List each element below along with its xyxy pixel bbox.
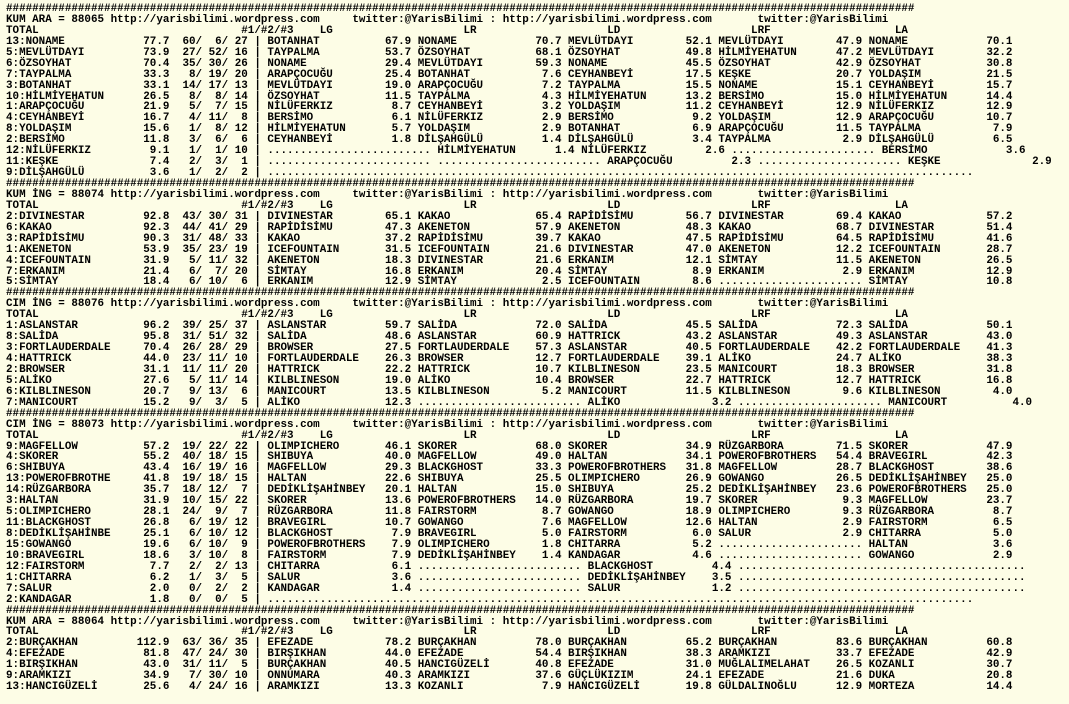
text-line: 8:YOLDAŞIM 15.6 1/ 8/ 12 | HİLMİYEHATUN 5.7 YOLDAŞIM 2.9 BOTANHAT 6.9 ARAPÇOCUĞU 11.5 TAYPALMA 7.9	[6, 123, 1013, 136]
text-line: ###########################################################################################################################################	[6, 407, 915, 420]
text-line: TOTAL #1/#2/#3 LG LR LD LRF LA	[6, 626, 908, 639]
text-line: TOTAL #1/#2/#3 LG LR LD LRF LA	[6, 24, 908, 37]
text-line: 12:FAIRSTORM 7.7 2/ 2/ 13 | CHITARRA 6.1 ......................... BLACKGHOST 4.4 ............................................	[6, 560, 1026, 573]
text-line: 9:MAGFELLOW 57.2 19/ 22/ 22 | OLIMPICHERO 46.1 SKORER 68.0 SKORER 34.9 RÜZGARBORA 71.5 SKORER 47.9	[6, 440, 1013, 453]
text-line: 2:BERSİMO 11.8 3/ 6/ 6 | CEYHANBEYİ 1.8 DİLŞAHGÜLÜ 1.4 DİLŞAHGÜLÜ 3.4 TAYPALMA 2.9 DİLŞAHGÜLÜ 6.5	[6, 134, 1013, 147]
text-line: KUM ARA = 88064 http://yarisbilimi.wordpress.com twitter:@YarisBilimi : http://yarisbilimi.wordpress.com twitter:@YarisBilimi	[6, 615, 889, 628]
text-line: 4:ICEFOUNTAIN 31.9 5/ 11/ 32 | AKENETON 18.3 DIVINESTAR 21.6 ERKANIM 12.1 SİMTAY 11.5 AKENETON 26.5	[6, 254, 1013, 267]
text-line: 9:ARAMKIZI 34.9 7/ 30/ 10 | ONNUMARA 40.3 ARAMKIZI 37.6 GÜÇLÜKIZIM 24.1 EFEZADE 21.6 DUKA 20.8	[6, 670, 1013, 683]
text-line: 6:ÖZSOYHAT 70.4 35/ 30/ 26 | NONAME 29.4 MEVLÜTDAYI 59.3 NONAME 45.5 ÖZSOYHAT 42.9 ÖZSOYHAT 30.8	[6, 57, 1013, 70]
text-line: 12:NİLÜFERKIZ 9.1 1/ 1/ 10 | ......................... HİLMİYEHATUN 1.4 NİLÜFERKIZ 2.6 ...................... BERSİMO 3.6	[6, 145, 1026, 158]
text-line: 1:BIRŞIKHAN 43.0 31/ 11/ 5 | BURÇAKHAN 40.5 HANCIGÜZELİ 40.8 EFEZADE 31.0 MUĞLALIMELAHAT 26.5 KOZANLI 30.7	[6, 659, 1013, 672]
text-line: 6:KILBLINESON 20.7 9/ 13/ 6 | MANICOURT 13.5 KILBLINESON 5.2 MANICOURT 11.5 KILBLINESON 9.6 KILBLINESON 4.0	[6, 385, 1013, 398]
text-line: ###########################################################################################################################################	[6, 287, 915, 300]
text-line: 7:MANICOURT 15.2 9/ 3/ 5 | ALİKO 12.3 ......................... ALİKO 3.2 ...................... MANICOURT 4.0	[6, 396, 1033, 409]
text-line: 6:KAKAO 92.3 44/ 41/ 29 | RAPİDİSİMU 47.3 AKENETON 57.9 AKENETON 48.3 KAKAO 68.7 DIVINESTAR 51.4	[6, 221, 1013, 234]
text-line: KUM İNG = 88074 http://yarisbilimi.wordpress.com twitter:@YarisBilimi : http://yarisbilimi.wordpress.com twitter:@YarisBilimi	[6, 188, 889, 201]
text-line: 1:ASLANSTAR 96.2 39/ 25/ 37 | ASLANSTAR 59.7 SALİDA 72.0 SALİDA 45.5 SALİDA 72.3 SALİDA 50.1	[6, 320, 1013, 333]
text-line: 7:SALUR 2.0 0/ 2/ 2 | KANDAGAR 1.4 ......................... SALUR 1.2 ............................................	[6, 582, 1026, 595]
text-line: 4:SKORER 55.2 40/ 18/ 15 | SHIBUYA 40.0 MAGFELLOW 49.0 HALTAN 34.1 POWEROFBROTHERS 54.4 BRAVEGIRL 42.3	[6, 451, 1013, 464]
text-line: 1:AKENETON 53.9 35/ 23/ 19 | ICEFOUNTAIN 31.5 ICEFOUNTAIN 21.6 DIVINESTAR 47.0 AKENETON 12.2 ICEFOUNTAIN 28.7	[6, 243, 1013, 256]
text-line: 13:NONAME 77.7 60/ 6/ 27 | BOTANHAT 67.9 NONAME 70.7 MEVLÜTDAYI 52.1 MEVLÜTDAYI 47.9 NONAME 70.1	[6, 35, 1013, 48]
text-line: 2:KANDAGAR 1.8 0/ 0/ 5 | ............................................................................................................	[6, 593, 974, 606]
text-line: 1:CHITARRA 6.2 1/ 3/ 5 | SALUR 3.6 ......................... DEDİKLİŞAHİNBEY 3.5 ............................................	[6, 571, 1026, 584]
text-line: 13:HANCIGÜZELİ 25.6 4/ 24/ 16 | ARAMKIZI 13.3 KOZANLI 7.9 HANCIGÜZELİ 19.8 GÜLDALINOĞLU 12.9 MORTEZA 14.4	[6, 681, 1013, 694]
text-line: 8:SALİDA 95.8 31/ 51/ 32 | SALİDA 48.6 ASLANSTAR 60.9 HATTRICK 43.2 ASLANSTAR 49.3 ASLANSTAR 43.0	[6, 331, 1013, 344]
text-line: 3:RAPİDİSİMU 90.3 31/ 48/ 33 | KAKAO 37.2 RAPİDİSİMU 39.7 KAKAO 47.5 RAPİDİSİMU 64.5 RAPİDİSİMU 41.6	[6, 232, 1013, 245]
text-line: 7:TAYPALMA 33.3 8/ 19/ 20 | ARAPÇOCUĞU 25.4 BOTANHAT 7.6 CEYHANBEYİ 17.5 KEŞKE 20.7 YOLDAŞIM 21.5	[6, 68, 1013, 81]
text-line: 7:ERKANIM 21.4 6/ 7/ 20 | SİMTAY 16.8 ERKANIM 20.4 SİMTAY 8.9 ERKANIM 2.9 ERKANIM 12.9	[6, 265, 1013, 278]
text-line: 2:DIVINESTAR 92.8 43/ 30/ 31 | DIVINESTAR 65.1 KAKAO 65.4 RAPİDİSİMU 56.7 DIVINESTAR 69.4 KAKAO 57.2	[6, 210, 1013, 223]
text-line: ###########################################################################################################################################	[6, 178, 915, 190]
text-line: CIM İNG = 88073 http://yarisbilimi.wordpress.com twitter:@YarisBilimi : http://yarisbilimi.wordpress.com twitter:@YarisBilimi	[6, 418, 889, 431]
text-line: CIM İNG = 88076 http://yarisbilimi.wordpress.com twitter:@YarisBilimi : http://yarisbilimi.wordpress.com twitter:@YarisBilimi	[6, 298, 889, 311]
text-line: 3:BOTANHAT 33.1 14/ 17/ 13 | MEVLÜTDAYI 19.0 ARAPÇOCUĞU 7.2 TAYPALMA 15.5 NONAME 15.1 CEYHANBEYİ 15.7	[6, 79, 1013, 92]
text-line: 4:CEYHANBEYİ 16.7 4/ 11/ 8 | BERSİMO 6.1 NİLÜFERKIZ 2.9 BERSİMO 9.2 YOLDAŞIM 12.9 ARAPÇOCUĞU 10.7	[6, 112, 1013, 125]
text-line: 2:BURÇAKHAN 112.9 63/ 36/ 35 | EFEZADE 78.2 BURÇAKHAN 78.0 BURÇAKHAN 65.2 BURÇAKHAN 83.6 BURÇAKHAN 60.8	[6, 637, 1013, 650]
text-line: ###########################################################################################################################################	[6, 3, 915, 15]
text-line: 6:SHIBUYA 43.4 16/ 19/ 16 | MAGFELLOW 29.3 BLACKGHOST 33.3 POWEROFBROTHERS 31.8 MAGFELLOW 28.7 BLACKGHOST 38.6	[6, 462, 1013, 475]
text-line: 2:BROWSER 31.1 11/ 11/ 20 | HATTRICK 22.2 HATTRICK 10.7 KILBLINESON 23.5 MANICOURT 18.3 BROWSER 31.8	[6, 363, 1013, 376]
text-line: 14:RÜZGARBORA 35.7 18/ 12/ 7 | DEDİKLİŞAHİNBEY 20.1 HALTAN 15.0 SHIBUYA 25.2 DEDİKLİŞAHİNBEY 23.6 POWEROFBROTHERS 25.0	[6, 484, 1013, 497]
text-line: 4:EFEZADE 81.8 47/ 24/ 30 | BIRŞIKHAN 44.0 EFEZADE 54.4 BIRŞIKHAN 38.3 ARAMKIZI 33.7 EFEZADE 42.9	[6, 648, 1013, 661]
text-line: 11:BLACKGHOST 26.8 6/ 19/ 12 | BRAVEGIRL 10.7 GOWANGO 7.6 MAGFELLOW 12.6 HALTAN 2.9 FAIRSTORM 6.5	[6, 517, 1013, 530]
text-line: 13:POWEROFBROTHE 41.8 19/ 18/ 15 | HALTAN 22.6 SHIBUYA 25.5 OLIMPICHERO 26.9 GOWANGO 26.5 DEDİKLİŞAHİNBEY 25.0	[6, 473, 1013, 486]
text-line: 5:MEVLÜTDAYI 73.9 27/ 52/ 16 | TAYPALMA 53.7 ÖZSOYHAT 68.1 ÖZSOYHAT 49.8 HİLMİYEHATUN 47.2 MEVLÜTDAYI 32.2	[6, 46, 1013, 59]
text-line: 10:HİLMİYEHATUN 26.5 8/ 8/ 14 | ÖZSOYHAT 11.5 TAYPALMA 4.3 HİLMİYEHATUN 13.2 BERSİMO 15.0 HİLMİYEHATUN 14.4	[6, 90, 1013, 103]
text-line: TOTAL #1/#2/#3 LG LR LD LRF LA	[6, 199, 908, 212]
text-line: 5:OLIMPICHERO 28.1 24/ 9/ 7 | RÜZGARBORA 11.8 FAIRSTORM 8.7 GOWANGO 18.9 OLIMPICHERO 9.3 RÜZGARBORA 8.7	[6, 506, 1013, 519]
text-line: 11:KEŞKE 7.4 2/ 3/ 1 | ......................... ......................... ARAPÇOCUĞU 2.3 ...................... KEŞKE 2.9	[6, 156, 1052, 169]
text-line: 10:BRAVEGIRL 18.6 3/ 10/ 8 | FAIRSTORM 7.9 DEDİKLİŞAHİNBEY 1.4 KANDAGAR 4.6 ...................... GOWANGO 2.9	[6, 549, 1013, 562]
text-line: 8:DEDİKLİŞAHİNBE 25.1 6/ 10/ 12 | BLACKGHOST 7.9 BRAVEGIRL 5.0 FAIRSTORM 6.0 SALUR 2.9 CHITARRA 5.0	[6, 528, 1013, 540]
text-line: 15:GOWANGO 19.6 6/ 10/ 9 | POWEROFBROTHERS 7.9 OLIMPICHERO 1.8 CHITARRA 5.2 ...................... HALTAN 3.6	[6, 538, 1013, 551]
text-line: 9:DİLŞAHGÜLÜ 3.6 1/ 2/ 2 | ............................................................................................................	[6, 167, 974, 180]
text-line: 4:HATTRICK 44.0 23/ 11/ 10 | FORTLAUDERDALE 26.3 BROWSER 12.7 FORTLAUDERDALE 39.1 ALİKO 24.7 ALİKO 38.3	[6, 353, 1013, 365]
text-line: TOTAL #1/#2/#3 LG LR LD LRF LA	[6, 309, 908, 322]
text-line: TOTAL #1/#2/#3 LG LR LD LRF LA	[6, 429, 908, 442]
text-line: 3:HALTAN 31.9 10/ 15/ 22 | SKORER 13.6 POWEROFBROTHERS 14.0 RÜZGARBORA 19.7 SKORER 9.3 MAGFELLOW 23.7	[6, 495, 1013, 508]
text-line: KUM ARA = 88065 http://yarisbilimi.wordpress.com twitter:@YarisBilimi : http://yarisbilimi.wordpress.com twitter:@YarisBilimi	[6, 13, 889, 26]
text-line: 1:ARAPÇOCUĞU 21.9 5/ 7/ 15 | NİLÜFERKIZ 8.7 CEYHANBEYİ 3.2 YOLDAŞIM 11.2 CEYHANBEYİ 12.9 NİLÜFERKIZ 12.9	[6, 101, 1013, 114]
text-line: 5:ALİKO 27.6 5/ 11/ 14 | KILBLINESON 19.0 ALİKO 10.4 BROWSER 22.7 HATTRICK 12.7 HATTRICK 16.8	[6, 374, 1013, 387]
text-line: 5:SİMTAY 18.4 6/ 10/ 6 | ERKANIM 12.9 SİMTAY 2.5 ICEFOUNTAIN 8.6 ...................... SİMTAY 10.8	[6, 276, 1013, 289]
text-line: ###########################################################################################################################################	[6, 604, 915, 617]
text-line: 3:FORTLAUDERDALE 70.4 26/ 28/ 29 | BROWSER 27.5 FORTLAUDERDALE 57.3 ASLANSTAR 40.5 FORTLAUDERDALE 42.2 FORTLAUDERDALE 41.3	[6, 342, 1013, 355]
